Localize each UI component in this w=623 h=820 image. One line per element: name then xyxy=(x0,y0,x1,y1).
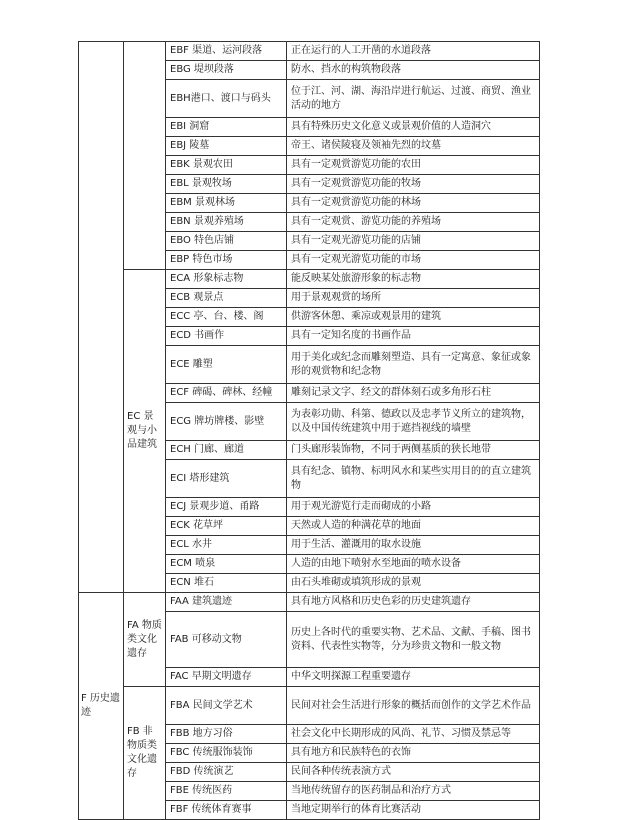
group-cell-eb xyxy=(124,42,166,270)
item-desc: 具有一定观赏游览功能的林场 xyxy=(287,194,540,213)
item-name: ECG 牌坊牌楼、影壁 xyxy=(166,403,287,441)
item-name: ECI 塔形建筑 xyxy=(166,460,287,498)
item-name: EBK 景观农田 xyxy=(166,156,287,175)
item-desc: 历史上各时代的重要实物、艺术品、文献、手稿、图书资料、代表性实物等，分为珍贵文物和一般文物 xyxy=(287,612,540,668)
item-name: FBD 传统演艺 xyxy=(166,763,287,782)
item-desc: 当地传统留存的医药制品和治疗方式 xyxy=(287,782,540,801)
item-desc: 门头廊形装饰物，不同于两侧基质的狭长地带 xyxy=(287,441,540,460)
category-cell-f: F 历史遗迹 xyxy=(79,593,124,820)
item-name: FAC 早期文明遗存 xyxy=(166,668,287,687)
item-name: FBF 传统体育赛事 xyxy=(166,801,287,820)
item-desc: 位于江、河、湖、海沿岸进行航运、过渡、商贸、渔业活动的地方 xyxy=(287,80,540,118)
group-cell-fa: FA 物质类文化遗存 xyxy=(124,593,166,687)
item-name: ECB 观景点 xyxy=(166,289,287,308)
item-desc: 中华文明探源工程重要遗存 xyxy=(287,668,540,687)
item-name: FAA 建筑遗迹 xyxy=(166,593,287,612)
item-name: EBM 景观林场 xyxy=(166,194,287,213)
item-name: EBH港口、渡口与码头 xyxy=(166,80,287,118)
item-name: EBO 特色店铺 xyxy=(166,232,287,251)
item-desc: 具有一定观光游览功能的市场 xyxy=(287,251,540,270)
table-row xyxy=(79,270,540,289)
item-name: EBF 渠道、运河段落 xyxy=(166,42,287,61)
item-desc: 具有一定观赏游览功能的牧场 xyxy=(287,175,540,194)
item-desc: 社会文化中长期形成的风尚、礼节、习惯及禁忌等 xyxy=(287,725,540,744)
item-name: ECJ 景观步道、甬路 xyxy=(166,498,287,517)
table-row xyxy=(79,593,540,612)
item-desc: 具有纪念、镇物、标明风水和某些实用目的的直立建筑物 xyxy=(287,460,540,498)
item-desc: 帝王、诸侯陵寝及领袖先烈的坟墓 xyxy=(287,137,540,156)
item-desc: 用于美化或纪念而雕刻塑造、具有一定寓意、象征或象形的观赏物和纪念物 xyxy=(287,346,540,384)
item-desc: 雕刻记录文字、经文的群体刻石或多角形石柱 xyxy=(287,384,540,403)
item-name: ECA 形象标志物 xyxy=(166,270,287,289)
item-desc: 具有一定观赏游览功能的农田 xyxy=(287,156,540,175)
item-name: EBP 特色市场 xyxy=(166,251,287,270)
item-desc: 用于景观观赏的场所 xyxy=(287,289,540,308)
item-desc: 天然或人造的种满花草的地面 xyxy=(287,517,540,536)
item-desc: 具有一定观光游览功能的店铺 xyxy=(287,232,540,251)
item-desc: 为表彰功勋、科第、德政以及忠孝节义所立的建筑物，以及中国传统建筑中用于遮挡视线的墙壁 xyxy=(287,403,540,441)
item-name: ECE 雕塑 xyxy=(166,346,287,384)
item-name: FAB 可移动文物 xyxy=(166,612,287,668)
item-desc: 民间对社会生活进行形象的概括而创作的文学艺术作品 xyxy=(287,687,540,725)
item-desc: 防水、挡水的构筑物段落 xyxy=(287,61,540,80)
item-name: FBE 传统医药 xyxy=(166,782,287,801)
item-name: ECM 喷泉 xyxy=(166,555,287,574)
item-desc: 用于观光游览行走而砌成的小路 xyxy=(287,498,540,517)
item-name: ECN 堆石 xyxy=(166,574,287,593)
item-name: ECK 花草坪 xyxy=(166,517,287,536)
item-name: EBJ 陵墓 xyxy=(166,137,287,156)
item-name: ECH 门廊、廊道 xyxy=(166,441,287,460)
item-desc: 民间各种传统表演方式 xyxy=(287,763,540,782)
item-desc: 具有地方风格和历史色彩的历史建筑遗存 xyxy=(287,593,540,612)
classification-table xyxy=(78,41,540,820)
item-name: EBN 景观养殖场 xyxy=(166,213,287,232)
item-desc: 用于生活、灌溉用的取水设施 xyxy=(287,536,540,555)
item-desc: 具有一定观赏、游览功能的养殖场 xyxy=(287,213,540,232)
group-cell-ec: EC 景观与小品建筑 xyxy=(124,270,166,593)
item-desc: 具有一定知名度的书画作品 xyxy=(287,327,540,346)
item-desc: 人造的由地下喷射水至地面的喷水设备 xyxy=(287,555,540,574)
item-desc: 正在运行的人工开凿的水道段落 xyxy=(287,42,540,61)
classification-table-page xyxy=(78,41,540,820)
table-row xyxy=(79,687,540,725)
item-name: FBB 地方习俗 xyxy=(166,725,287,744)
item-desc: 当地定期举行的体育比赛活动 xyxy=(287,801,540,820)
item-name: ECF 碑碣、碑林、经幢 xyxy=(166,384,287,403)
item-desc: 具有地方和民族特色的衣饰 xyxy=(287,744,540,763)
item-name: EBL 景观牧场 xyxy=(166,175,287,194)
item-desc: 具有特殊历史文化意义或景观价值的人造洞穴 xyxy=(287,118,540,137)
group-cell-fb: FB 非物质类文化遗存 xyxy=(124,687,166,820)
item-name: FBC 传统服饰装饰 xyxy=(166,744,287,763)
item-name: ECC 亭、台、楼、阁 xyxy=(166,308,287,327)
item-desc: 供游客休憩、乘凉或观景用的建筑 xyxy=(287,308,540,327)
item-name: ECL 水井 xyxy=(166,536,287,555)
item-name: FBA 民间文学艺术 xyxy=(166,687,287,725)
item-name: ECD 书画作 xyxy=(166,327,287,346)
item-name: EBG 堤坝段落 xyxy=(166,61,287,80)
category-cell-e xyxy=(79,42,124,593)
item-desc: 由石头堆砌或填筑形成的景观 xyxy=(287,574,540,593)
item-desc: 能反映某处旅游形象的标志物 xyxy=(287,270,540,289)
table-row xyxy=(79,42,540,61)
item-name: EBI 洞窟 xyxy=(166,118,287,137)
